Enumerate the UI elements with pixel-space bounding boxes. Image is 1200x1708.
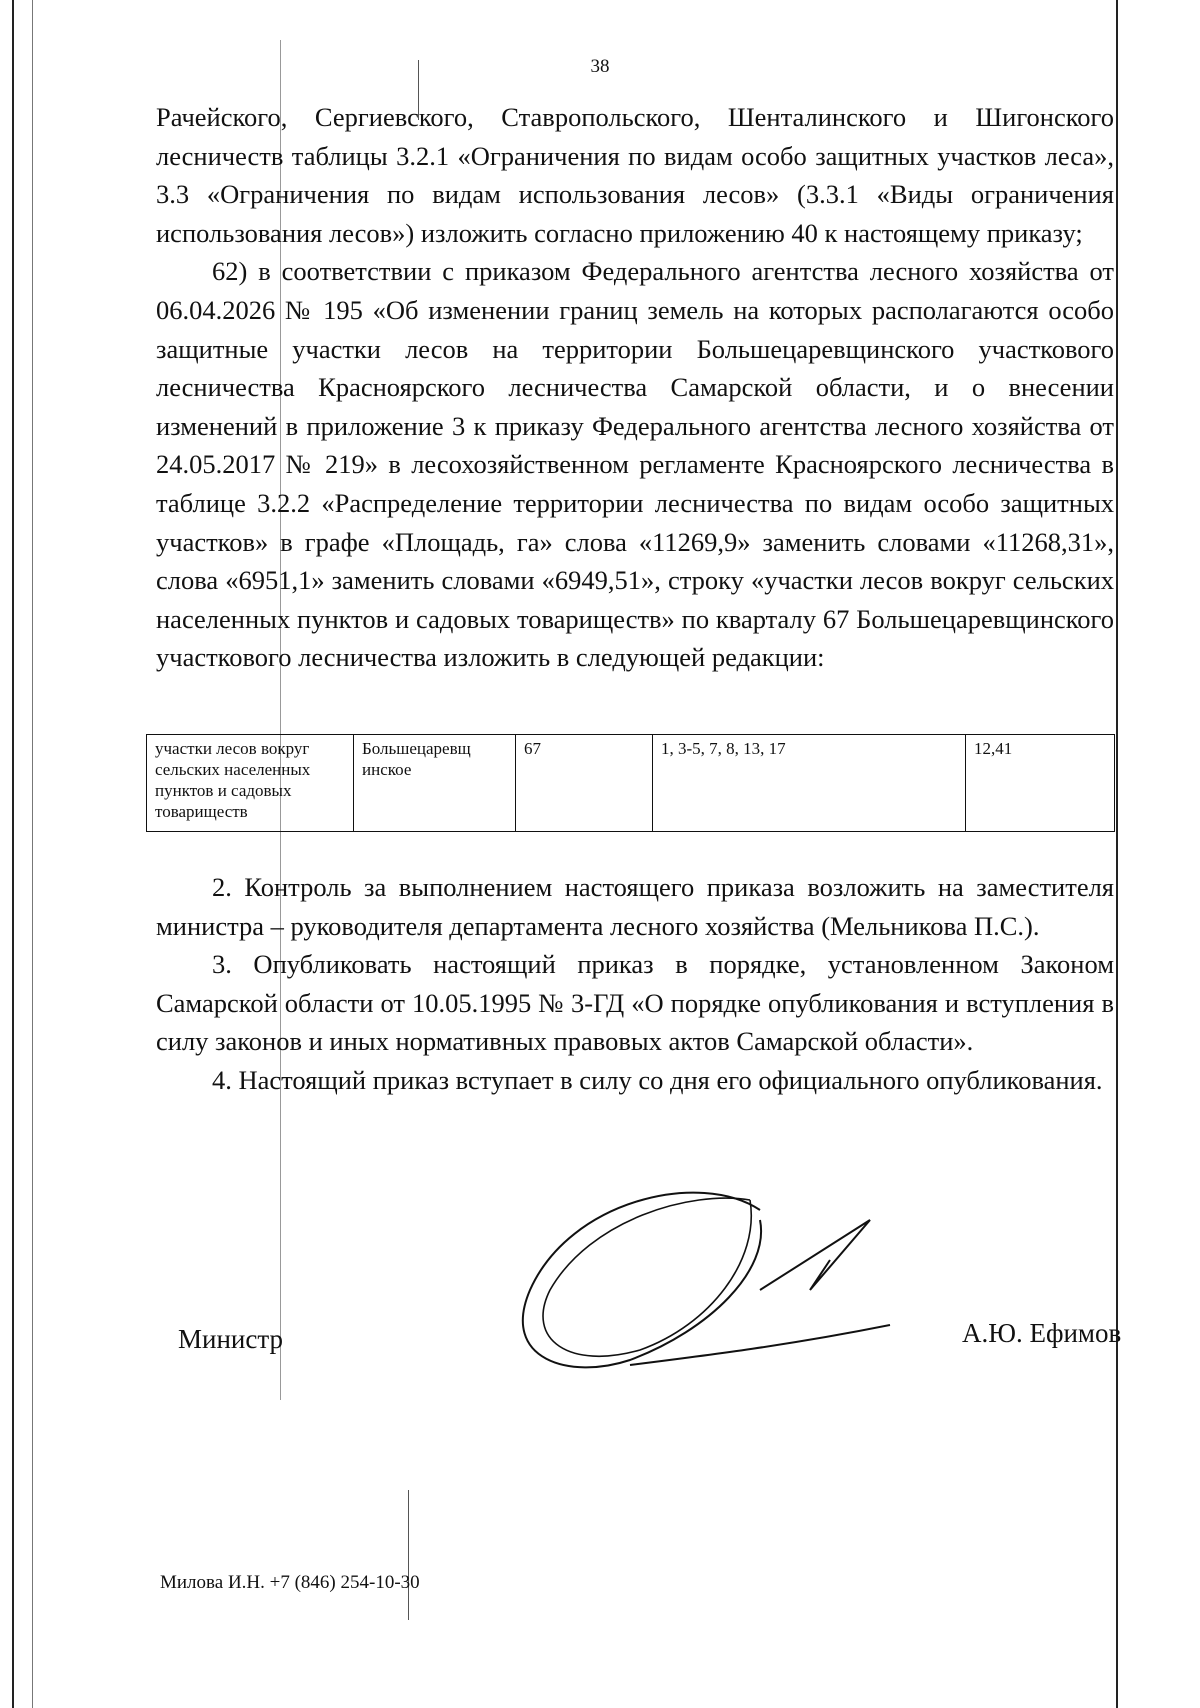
clause-control: 2. Контроль за выполнением настоящего приказа возложить на заместителя министра – руководителя департамента лесного хозяйства (Мельникова П.С.). — [156, 872, 1114, 941]
table-cell-forestry: Большецаревщ инское — [354, 735, 516, 832]
clause-effective-date: 4. Настоящий приказ вступает в силу со дня его официального опубликования. — [212, 1064, 1103, 1095]
right-scan-edge — [1116, 0, 1118, 1708]
order-body — [156, 98, 1114, 677]
left-scan-edge — [12, 0, 14, 1708]
table-cell-category: участки лесов вокруг сельских населенных пунктов и садовых товариществ — [147, 735, 354, 832]
signatory-title: Министр — [178, 1324, 283, 1354]
order-clauses — [156, 868, 1114, 1099]
table-row — [147, 735, 1115, 832]
clause-publication: 3. Опубликовать настоящий приказ в порядке, установленном Законом Самарской области от 10.05.1995 № 3-ГД «О порядке опубликования и вступления в силу законов и иных нормативных правовых актов Самарской области». — [156, 949, 1114, 1056]
paragraph-continuation: Рачейского, Сергиевского, Ставропольского, Шенталинского и Шигонского лесничеств таблицы 3.2.1 «Ограничения по видам особо защитных участков леса», 3.3 «Ограничения по видам использования лесов» (3.3.1 «Виды ограничения использования лесов») изложить согласно приложению 40 к настоящему приказу; — [156, 102, 1114, 248]
protected-areas-table — [146, 734, 1115, 832]
contact-line: Милова И.Н. +7 (846) 254-10-30 — [160, 1572, 420, 1593]
fold-line-bottom — [408, 1490, 409, 1620]
table-cell-quarter: 67 — [516, 735, 653, 832]
page-number: 38 — [590, 56, 610, 77]
paragraph-item-62: 62) в соответствии с приказом Федерального агентства лесного хозяйства от 06.04.2026 № 195 «Об изменении границ земель на которых располагаются особо защитные участки лесов на территории Большецаревщинского участкового лесничества Красноярского лесничества Самарской области, и о внесении изменений в приложение 3 к приказу Федерального агентства лесного хозяйства от 24.05.2017 № 219» в лесохозяйственном регламенте Красноярского лесничества в таблице 3.2.2 «Распределение территории лесничества по видам особо защитных участков» в графе «Площадь, га» слова «11269,9» заменить словами «11268,31», слова «6951,1» заменить словами «6949,51», строку «участки лесов вокруг сельских населенных пунктов и садовых товариществ» по кварталу 67 Большецаревщинского участкового лесничества изложить в следующей редакции: — [156, 256, 1114, 673]
table-cell-plots: 1, 3-5, 7, 8, 13, 17 — [653, 735, 966, 832]
table-cell-area: 12,41 — [966, 735, 1115, 832]
left-scan-edge-inner — [32, 0, 33, 1708]
signatory-name: А.Ю. Ефимов — [962, 1318, 1122, 1348]
handwritten-signature — [510, 1180, 910, 1400]
